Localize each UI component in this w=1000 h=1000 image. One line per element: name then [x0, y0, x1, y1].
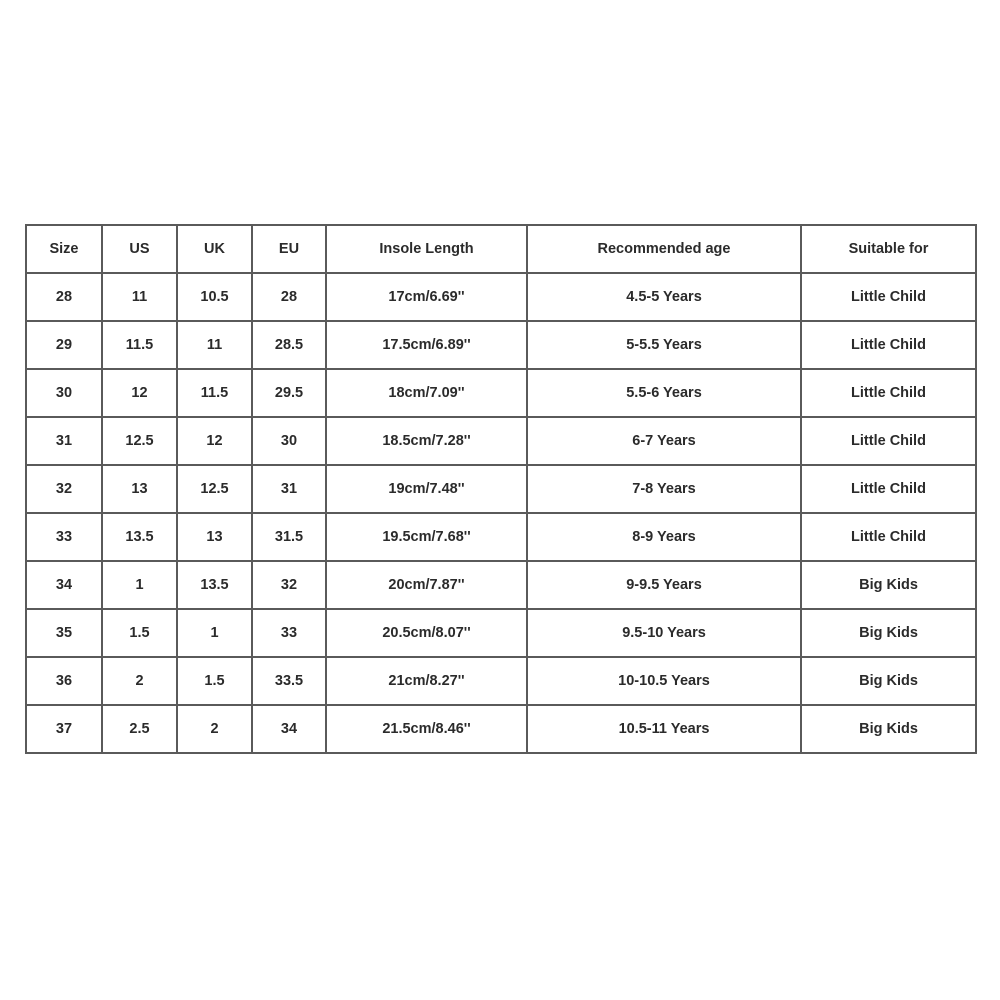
cell-recommended-age: 9-9.5 Years [527, 561, 801, 609]
table-row [26, 513, 976, 561]
cell-us: 13 [102, 465, 177, 513]
cell-recommended-age: 10-10.5 Years [527, 657, 801, 705]
cell-suitable-for: Big Kids [801, 657, 976, 705]
table-row [26, 705, 976, 753]
cell-insole-length: 21.5cm/8.46'' [326, 705, 527, 753]
header-insole-length: Insole Length [326, 225, 527, 273]
cell-uk: 13 [177, 513, 252, 561]
cell-uk: 10.5 [177, 273, 252, 321]
cell-size: 32 [26, 465, 102, 513]
cell-eu: 33.5 [252, 657, 326, 705]
cell-uk: 12 [177, 417, 252, 465]
cell-us: 1.5 [102, 609, 177, 657]
table-row [26, 561, 976, 609]
size-chart-table [25, 224, 977, 754]
cell-us: 1 [102, 561, 177, 609]
header-eu: EU [252, 225, 326, 273]
cell-us: 11.5 [102, 321, 177, 369]
cell-eu: 30 [252, 417, 326, 465]
cell-size: 33 [26, 513, 102, 561]
header-size: Size [26, 225, 102, 273]
table-row [26, 417, 976, 465]
cell-uk: 12.5 [177, 465, 252, 513]
cell-size: 34 [26, 561, 102, 609]
header-recommended-age: Recommended age [527, 225, 801, 273]
table-header-row [26, 225, 976, 273]
cell-eu: 33 [252, 609, 326, 657]
cell-us: 2 [102, 657, 177, 705]
cell-us: 2.5 [102, 705, 177, 753]
cell-us: 12.5 [102, 417, 177, 465]
cell-insole-length: 21cm/8.27'' [326, 657, 527, 705]
cell-insole-length: 18.5cm/7.28'' [326, 417, 527, 465]
cell-suitable-for: Big Kids [801, 705, 976, 753]
cell-recommended-age: 10.5-11 Years [527, 705, 801, 753]
cell-insole-length: 19.5cm/7.68'' [326, 513, 527, 561]
cell-suitable-for: Little Child [801, 513, 976, 561]
cell-suitable-for: Big Kids [801, 561, 976, 609]
cell-eu: 32 [252, 561, 326, 609]
cell-suitable-for: Little Child [801, 417, 976, 465]
cell-suitable-for: Little Child [801, 369, 976, 417]
cell-size: 37 [26, 705, 102, 753]
cell-recommended-age: 6-7 Years [527, 417, 801, 465]
table-row [26, 321, 976, 369]
table-row [26, 657, 976, 705]
cell-eu: 34 [252, 705, 326, 753]
cell-size: 30 [26, 369, 102, 417]
cell-size: 28 [26, 273, 102, 321]
cell-eu: 29.5 [252, 369, 326, 417]
cell-size: 29 [26, 321, 102, 369]
header-uk: UK [177, 225, 252, 273]
cell-suitable-for: Big Kids [801, 609, 976, 657]
cell-size: 31 [26, 417, 102, 465]
cell-insole-length: 17cm/6.69'' [326, 273, 527, 321]
table-body [26, 273, 976, 753]
cell-us: 11 [102, 273, 177, 321]
cell-size: 35 [26, 609, 102, 657]
cell-suitable-for: Little Child [801, 321, 976, 369]
cell-uk: 11.5 [177, 369, 252, 417]
cell-eu: 31 [252, 465, 326, 513]
table-row [26, 369, 976, 417]
cell-uk: 11 [177, 321, 252, 369]
cell-eu: 28.5 [252, 321, 326, 369]
cell-size: 36 [26, 657, 102, 705]
cell-recommended-age: 4.5-5 Years [527, 273, 801, 321]
cell-insole-length: 20.5cm/8.07'' [326, 609, 527, 657]
table-row [26, 465, 976, 513]
cell-suitable-for: Little Child [801, 465, 976, 513]
table-row [26, 273, 976, 321]
cell-insole-length: 17.5cm/6.89'' [326, 321, 527, 369]
cell-insole-length: 19cm/7.48'' [326, 465, 527, 513]
cell-uk: 13.5 [177, 561, 252, 609]
header-suitable-for: Suitable for [801, 225, 976, 273]
cell-recommended-age: 8-9 Years [527, 513, 801, 561]
cell-recommended-age: 5.5-6 Years [527, 369, 801, 417]
table-row [26, 609, 976, 657]
cell-recommended-age: 9.5-10 Years [527, 609, 801, 657]
cell-eu: 31.5 [252, 513, 326, 561]
cell-eu: 28 [252, 273, 326, 321]
cell-uk: 1 [177, 609, 252, 657]
cell-insole-length: 20cm/7.87'' [326, 561, 527, 609]
cell-us: 13.5 [102, 513, 177, 561]
cell-uk: 2 [177, 705, 252, 753]
cell-us: 12 [102, 369, 177, 417]
cell-suitable-for: Little Child [801, 273, 976, 321]
cell-recommended-age: 7-8 Years [527, 465, 801, 513]
cell-insole-length: 18cm/7.09'' [326, 369, 527, 417]
header-us: US [102, 225, 177, 273]
cell-uk: 1.5 [177, 657, 252, 705]
cell-recommended-age: 5-5.5 Years [527, 321, 801, 369]
